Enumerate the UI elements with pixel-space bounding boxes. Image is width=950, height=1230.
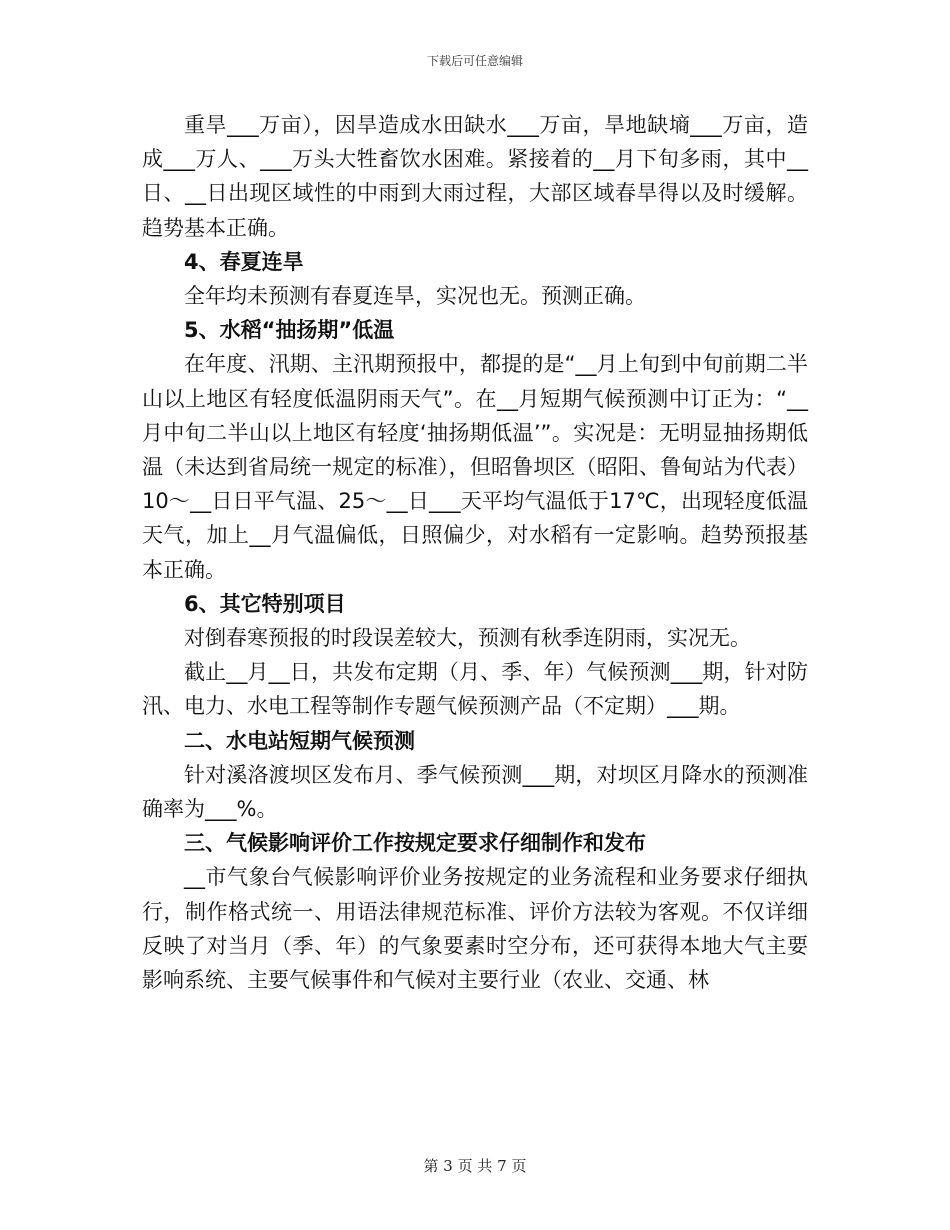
paragraph-drought-continued: 重旱___万亩），因旱造成水田缺水___万亩，旱地缺墒___万亩，造成___万人、___万头大牲畜饮水困难。紧接着的__月下旬多雨，其中__日、__日出现区域性的中雨到大雨过程，大部区域春旱得以及时缓解。趋势基本正确。 (142, 113, 808, 240)
heading-climate-impact-evaluation: 三、气候影响评价工作按规定要求仔细制作和发布 (184, 831, 646, 856)
paragraph-rice-low-temperature: 在年度、汛期、主汛期预报中，都提的是“__月上旬到中旬前期二半山以上地区有轻度低温阴雨天气”。在__月短期气候预测中订正为：“__月中旬二半山以上地区有轻度‘抽扬期低温’”。实况是：无明显抽扬期低温（未达到省局统一规定的标准），但昭鲁坝区（昭阳、鲁甸站为代表）10～__日日平气温、25～__日___天平均气温低于17℃，出现轻度低温天气，加上__月气温偏低，日照偏少，对水稻有一定影响。趋势预报基本正确。 (142, 352, 808, 582)
paragraph-hydropower-forecast: 针对溪洛渡坝区发布月、季气候预测___期，对坝区月降水的预测准确率为___%。 (142, 762, 808, 822)
page-footer: 第 3 页 共 7 页 (423, 1157, 527, 1175)
paragraph-late-spring-cold: 对倒春寒预报的时段误差较大，预测有秋季连阴雨，实况无。 (184, 626, 751, 651)
heading-other-special-items: 6、其它特别项目 (184, 591, 346, 616)
paragraph-forecast-count: 截止__月__日，共发布定期（月、季、年）气候预测___期，针对防汛、电力、水电工程等制作专题气候预测产品（不定期）___期。 (142, 660, 808, 719)
document-body (142, 108, 808, 997)
heading-rice-low-temperature: 5、水稻“抽扬期”低温 (184, 318, 395, 343)
paragraph-spring-summer-drought: 全年均未预测有春夏连旱，实况也无。预测正确。 (184, 284, 646, 309)
heading-hydropower-forecast: 二、水电站短期气候预测 (184, 728, 415, 753)
page-header: 下载后可任意编辑 (426, 54, 523, 68)
paragraph-climate-impact-evaluation: __市气象台气候影响评价业务按规定的业务流程和业务要求仔细执行，制作格式统一、用语法律规范标准、评价方法较为客观。不仅详细反映了对当月（季、年）的气象要素时空分布，还可获得本地大气主要影响系统、主要气候事件和气候对主要行业（农业、交通、林 (142, 865, 808, 993)
heading-spring-summer-drought: 4、春夏连旱 (184, 249, 304, 274)
